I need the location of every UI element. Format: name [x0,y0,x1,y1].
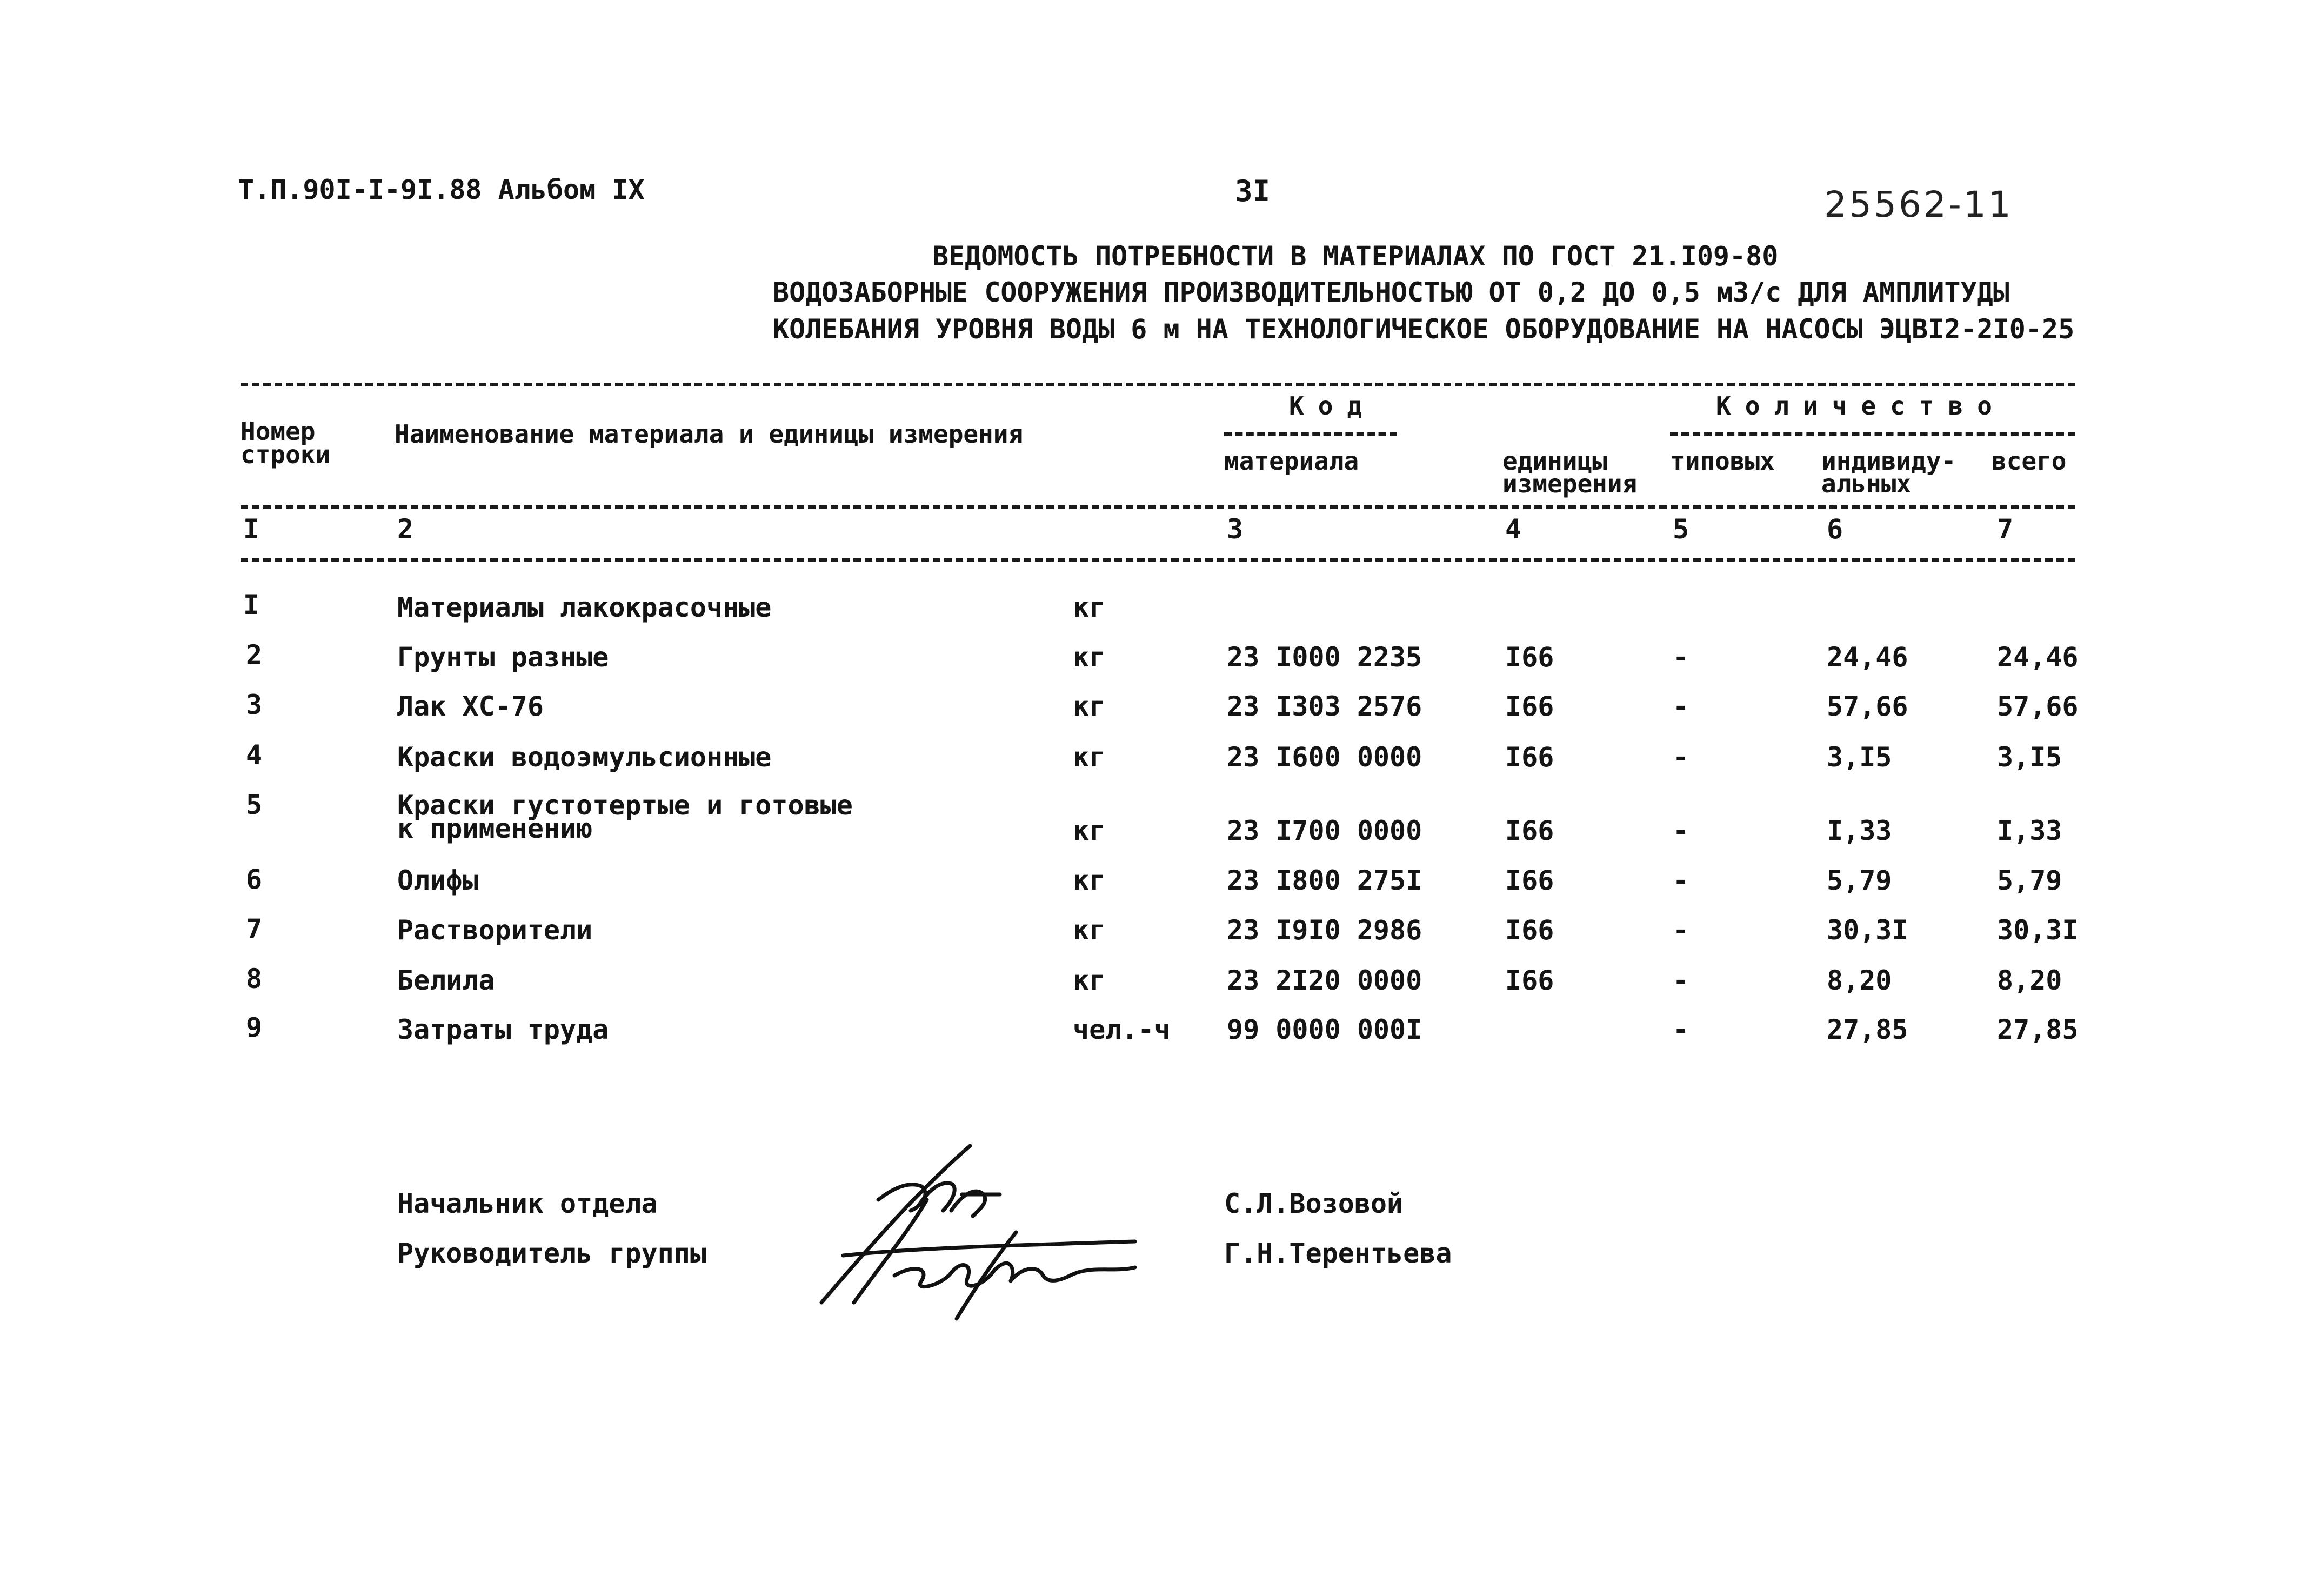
unit-code: I66 [1505,742,1554,773]
numbers-bottom-rule [241,558,2075,562]
unit-code: I66 [1505,642,1554,673]
title-line-1: ВЕДОМОСТЬ ПОТРЕБНОСТИ В МАТЕРИАЛАХ ПО ГОСТ 21.I09-80 [932,241,1779,272]
unit: кг [1073,914,1106,946]
material-code: 23 I303 2576 [1227,691,1422,722]
material-code: 23 I000 2235 [1227,642,1422,673]
material-code: 23 I600 0000 [1227,742,1422,773]
header-material-name: Наименование материала и единицы измерения [395,419,1024,449]
individual-qty: 24,46 [1827,642,1908,673]
group-leader-name: Г.Н.Терентьева [1224,1238,1452,1269]
quantity-group-rule [1670,432,2075,436]
row-number: I [243,589,260,620]
material-code: 23 I700 0000 [1227,815,1422,846]
unit-code: I66 [1505,815,1554,846]
typical-qty: - [1673,1014,1689,1045]
table-top-rule [241,383,2075,386]
total-qty: 57,66 [1997,691,2079,722]
row-number: 6 [246,864,263,895]
typical-qty: - [1673,742,1689,773]
total-qty: 5,79 [1997,865,2062,896]
row-number: 5 [246,789,263,820]
page-number: 3I [1235,174,1271,208]
header-row-number-1: Номер [241,417,316,446]
col-number-1: I [243,513,260,545]
total-qty: 30,3I [1997,914,2079,946]
typical-qty: - [1673,865,1689,896]
head-of-department-label: Начальник отдела [397,1188,658,1219]
col-number-7: 7 [1997,513,2014,545]
material-name: Краски водоэмульсионные [397,742,772,773]
individual-qty: 30,3I [1827,914,1908,946]
individual-qty: 5,79 [1827,865,1892,896]
typical-qty: - [1673,914,1689,946]
row-number: 7 [246,913,263,945]
head-of-department-name: С.Л.Возовой [1224,1188,1404,1219]
material-name: Белила [397,965,495,996]
individual-qty: I,33 [1827,815,1892,846]
material-name: Лак ХС-76 [397,691,544,722]
material-code: 23 2I20 0000 [1227,965,1422,996]
col-number-3: 3 [1227,513,1244,545]
typical-qty: - [1673,691,1689,722]
unit: кг [1073,742,1106,773]
material-name: Олифы [397,865,479,896]
material-name: Грунты разные [397,642,609,673]
row-number: 4 [246,739,263,771]
col-number-2: 2 [397,513,414,545]
material-code: 23 I9I0 2986 [1227,914,1422,946]
unit: кг [1073,592,1106,623]
title-line-3: КОЛЕБАНИЯ УРОВНЯ ВОДЫ 6 м НА ТЕХНОЛОГИЧЕСКОЕ ОБОРУДОВАНИЕ НА НАСОСЫ ЭЦВI2-2I0-25 [773,313,2075,345]
header-total: всего [1992,446,2067,476]
unit-code: I66 [1505,965,1554,996]
header-row-number-2: строки [241,440,331,469]
unit: кг [1073,815,1106,846]
typical-qty: - [1673,965,1689,996]
col-number-5: 5 [1673,513,1689,545]
header-bottom-rule [241,505,2075,509]
row-number: 3 [246,689,263,720]
material-name: Затраты труда [397,1014,609,1045]
individual-qty: 27,85 [1827,1014,1908,1045]
col-number-6: 6 [1827,513,1843,545]
handwritten-signature [789,1130,1167,1346]
material-name: Краски густотертые и готовые [397,790,853,821]
typical-qty: - [1673,642,1689,673]
unit: кг [1073,691,1106,722]
individual-qty: 57,66 [1827,691,1908,722]
total-qty: 27,85 [1997,1014,2079,1045]
header-unit-1: единицы [1502,446,1607,476]
material-name-continued: к применению [397,813,593,844]
unit-code: I66 [1505,865,1554,896]
header-typical: типовых [1670,446,1775,476]
unit: кг [1073,642,1106,673]
unit-code: I66 [1505,691,1554,722]
total-qty: 24,46 [1997,642,2079,673]
individual-qty: 8,20 [1827,965,1892,996]
unit-code: I66 [1505,914,1554,946]
header-unit-2: измерения [1502,469,1638,498]
material-code: 23 I800 275I [1227,865,1422,896]
group-leader-label: Руководитель группы [397,1238,706,1269]
total-qty: 8,20 [1997,965,2062,996]
inventory-number: 25562-11 [1824,184,2013,225]
header-quantity-group: Количество [1716,391,2006,420]
row-number: 9 [246,1012,263,1043]
code-group-rule [1224,432,1397,436]
document-code: Т.П.90I-I-9I.88 Альбом IX [238,174,645,205]
header-code-group: Код [1289,391,1377,420]
title-line-2: ВОДОЗАБОРНЫЕ СООРУЖЕНИЯ ПРОИЗВОДИТЕЛЬНОСТЬЮ ОТ 0,2 ДО 0,5 м3/с ДЛЯ АМПЛИТУДЫ [773,277,2009,308]
total-qty: 3,I5 [1997,742,2062,773]
unit: чел.-ч [1073,1014,1171,1045]
header-individual-2: альных [1821,469,1912,498]
total-qty: I,33 [1997,815,2062,846]
material-name: Растворители [397,914,593,946]
typical-qty: - [1673,815,1689,846]
material-name: Материалы лакокрасочные [397,592,772,623]
col-number-4: 4 [1505,513,1522,545]
header-individual-1: индивиду- [1821,446,1956,476]
material-code: 99 0000 000I [1227,1014,1422,1045]
header-material-code: материала [1224,446,1359,476]
row-number: 2 [246,639,263,671]
unit: кг [1073,865,1106,896]
unit: кг [1073,965,1106,996]
individual-qty: 3,I5 [1827,742,1892,773]
row-number: 8 [246,963,263,994]
